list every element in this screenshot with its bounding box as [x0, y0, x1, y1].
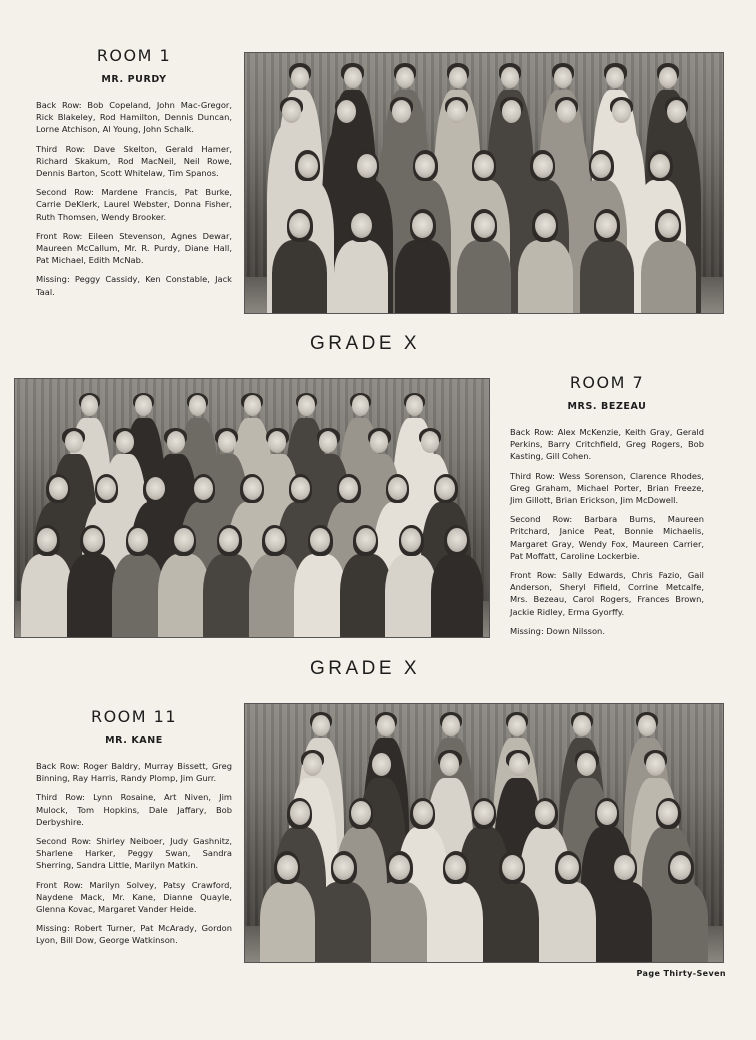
- room-11-back-row: Back Row: Roger Baldry, Murray Bissett, Greg Binning, Ray Harris, Randy Plomp, Jim Gurr.: [36, 761, 232, 784]
- room-11-third-row: Third Row: Lynn Rosaine, Art Niven, Jim Mulock, Tom Hopkins, Dale Jaffary, Bob Derbyshire.: [36, 792, 232, 827]
- room-1-caption: [36, 46, 232, 305]
- room-1-third-row: Third Row: Dave Skelton, Gerald Hamer, Richard Skakum, Rod MacNeil, Neil Rowe, Dennis Barton, Scott Whitelaw, Tim Spanos.: [36, 143, 232, 179]
- room-7-front-row: Front Row: Sally Edwards, Chris Fazio, Gail Anderson, Sheryl Fifield, Corrine Metcalfe, Mrs. Bezeau, Carol Rogers, Frances Brown, Jackie Ridley, Erma Gyorffy.: [510, 570, 704, 617]
- room-7-third-row: Third Row: Wess Sorenson, Clarence Rhodes, Greg Graham, Michael Porter, Brian Freeze, Jim Gillott, Brian Erickson, Jim McDowell.: [510, 470, 704, 506]
- room-7-rows: [510, 426, 704, 637]
- page-number: Page Thirty-Seven: [636, 969, 726, 978]
- room-1-missing: Missing: Peggy Cassidy, Ken Constable, Jack Taal.: [36, 274, 232, 297]
- room-7-teacher: MRS. BEZEAU: [567, 401, 647, 412]
- room-7-title: ROOM 7: [569, 373, 645, 392]
- room-11-caption: [36, 707, 232, 954]
- room-7-second-row: Second Row: Barbara Burns, Maureen Pritchard, Janice Peat, Bonnie Michaelis, Margaret Gray, Wendy Fox, Maureen Carrier, Pat Moffatt, Caroline Lockerbie.: [510, 514, 704, 561]
- room-7-missing: Missing: Down Nilsson.: [510, 625, 605, 636]
- room-1-class-photo: [244, 52, 724, 314]
- room-1-rows: [36, 99, 232, 298]
- room-11-front-row: Front Row: Marilyn Solvey, Patsy Crawford, Naydene Mack, Mr. Kane, Dianne Quayle, Glenna Kovac, Margaret Vander Heide.: [36, 879, 232, 915]
- room-11-rows: [36, 760, 232, 947]
- room-7-class-photo: [14, 378, 490, 638]
- room-1-teacher: MR. PURDY: [101, 74, 167, 85]
- room-7-back-row: Back Row: Alex McKenzie, Keith Gray, Gerald Perkins, Barry Critchfield, Greg Rogers, Bob Kasting, Gill Cohen.: [510, 427, 704, 462]
- room-11-teacher: MR. KANE: [105, 735, 163, 746]
- room-1-back-row: Back Row: Bob Copeland, John Mac-Gregor, Rick Blakeley, Rod Hamilton, Dennis Duncan, Lorne Atchison, Al Young, John Schalk.: [36, 100, 232, 135]
- room-11-title: ROOM 11: [90, 707, 178, 726]
- room-7-caption: [510, 373, 704, 644]
- room-1-front-row: Front Row: Eileen Stevenson, Agnes Dewar, Maureen McCallum, Mr. R. Purdy, Diane Hall, Pat Michael, Edith McNab.: [36, 230, 232, 266]
- room-11-class-photo: [244, 703, 724, 963]
- grade-heading: GRADE X: [309, 333, 421, 354]
- room-11-missing: Missing: Robert Turner, Pat McArady, Gordon Lyon, Bill Dow, George Watkinson.: [36, 923, 232, 946]
- grade-heading: GRADE X: [309, 658, 421, 679]
- room-11-second-row: Second Row: Shirley Neiboer, Judy Gashnitz, Sharlene Harker, Peggy Swan, Sandra Sherring, Sandra Little, Marilyn Matkin.: [36, 836, 232, 871]
- room-1-second-row: Second Row: Mardene Francis, Pat Burke, Carrie DeKlerk, Laurel Webster, Donna Fisher, Ruth Thomsen, Wendy Brooker.: [36, 187, 232, 222]
- room-1-title: ROOM 1: [96, 46, 172, 65]
